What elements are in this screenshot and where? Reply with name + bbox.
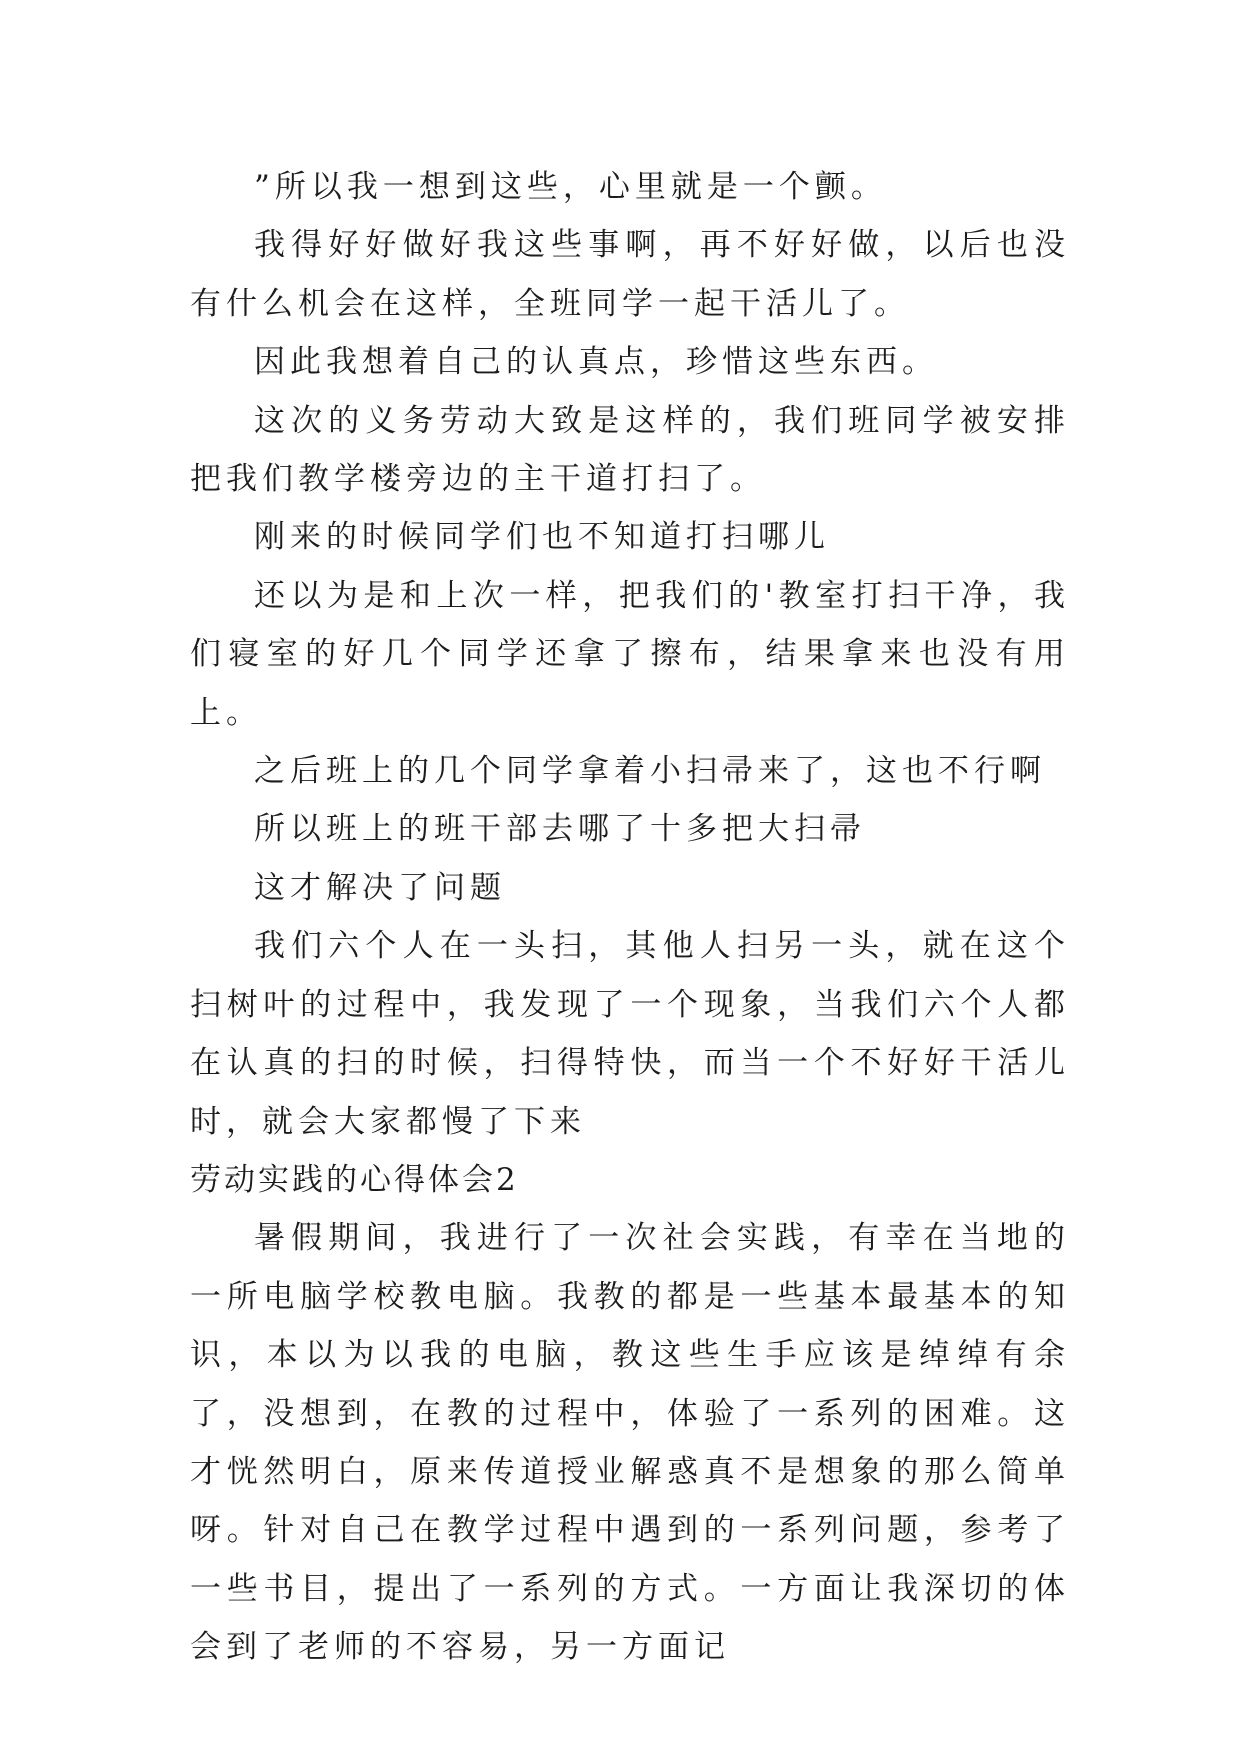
- paragraph: 刚来的时候同学们也不知道打扫哪儿: [254, 519, 830, 556]
- paragraph: ”所以我一想到这些，心里就是一个颤。: [254, 169, 887, 205]
- paragraph: 这次的义务劳动大致是这样的，我们班同学被安排把我们教学楼旁边的主干道打扫了。: [190, 402, 1070, 498]
- paragraph: 这才解决了问题: [254, 869, 506, 906]
- paragraph: 我们六个人在一头扫，其他人扫另一头，就在这个扫树叶的过程中，我发现了一个现象，当我们六个人都在认真的扫的时候，扫得特快，而当一个不好好干活儿时，就会大家都慢了下来: [190, 928, 1070, 1140]
- paragraph: 我得好好做好我这些事啊，再不好好做，以后也没有什么机会在这样，全班同学一起干活儿了。: [190, 227, 1070, 322]
- section-heading: 劳动实践的心得体会2: [190, 1161, 519, 1198]
- paragraph: 之后班上的几个同学拿着小扫帚来了，这也不行啊: [254, 753, 1046, 790]
- paragraph: 因此我想着自己的认真点，珍惜这些东西。: [254, 344, 938, 381]
- paragraph: 所以班上的班干部去哪了十多把大扫帚: [254, 811, 866, 848]
- document-body: [190, 158, 1070, 1677]
- paragraph: 暑假期间，我进行了一次社会实践，有幸在当地的一所电脑学校教电脑。我教的都是一些基本最基本的知识，本以为以我的电脑，教这些生手应该是绰绰有余了，没想到，在教的过程中，体验了一系列的困难。这才恍然明白，原来传道授业解惑真不是想象的那么简单呀。针对自己在教学过程中遇到的一系列问题，参考了一些书目，提出了一系列的方式。一方面让我深切的体会到了老师的不容易，另一方面记: [190, 1220, 1070, 1666]
- paragraph: 还以为是和上次一样，把我们的'教室打扫干净，我们寝室的好几个同学还拿了擦布，结果拿来也没有用上。: [190, 577, 1070, 731]
